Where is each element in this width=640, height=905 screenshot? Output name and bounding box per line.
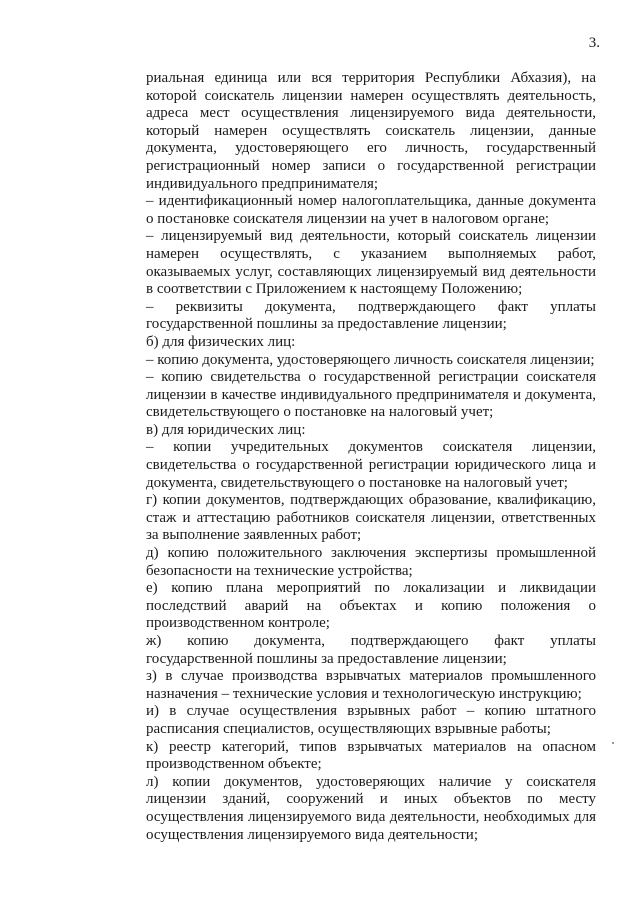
paragraph: л) копии документов, удостоверяющих наличие у соискателя лицензии зданий, сооружений и иных объектов по месту осуществления лицензируемого вида деятельности, необходимых для осуществления лицензируемого вида деятельности; xyxy=(146,773,596,843)
paragraph: д) копию положительного заключения экспертизы промышленной безопасности на технические устройства; xyxy=(146,545,596,579)
paragraph: – копии учредительных документов соискателя лицензии, свидетельства о государственной регистрации юридического лица и документа, свидетельствующего о постановке на налоговый учет; xyxy=(146,439,596,491)
paragraph: – копию документа, удостоверяющего личность соискателя лицензии; xyxy=(146,351,595,368)
paragraph: г) копии документов, подтверждающих образование, квалификацию, стаж и аттестацию работников соискателя лицензии, ответственных за выполнение заявленных работ; xyxy=(146,492,596,544)
paragraph: б) для физических лиц: xyxy=(146,333,296,350)
paragraph: з) в случае производства взрывчатых материалов промышленного назначения – технические условия и технологическую инструкцию; xyxy=(146,668,596,702)
paragraph: и) в случае осуществления взрывных работ – копию штатного расписания специалистов, осуществляющих взрывные работы; xyxy=(146,703,596,737)
paragraph: – реквизиты документа, подтверждающего факт уплаты государственной пошлины за предоставление лицензии; xyxy=(146,298,596,333)
document-body xyxy=(146,70,596,844)
paragraph: – идентификационный номер налогоплательщика, данные документа о постановке соискателя лицензии на учет в налоговом органе; xyxy=(146,193,596,227)
paragraph: ж) копию документа, подтверждающего факт уплаты государственной пошлины за предоставление лицензии; xyxy=(146,633,596,667)
paragraph: – копию свидетельства о государственной регистрации соискателя лицензии в качестве индивидуального предпринимателя и документа, свидетельствующего о постановке на налоговый учет; xyxy=(146,369,596,421)
paragraph: в) для юридических лиц: xyxy=(146,421,306,438)
scan-speck xyxy=(612,742,614,744)
paragraph: е) копию плана мероприятий по локализации и ликвидации последствий аварий на объектах и копию положения о производственном контроле; xyxy=(146,580,596,632)
paragraph: – лицензируемый вид деятельности, который соискатель лицензии намерен осуществлять, с указанием выполняемых работ, оказываемых услуг, составляющих лицензируемый вид деятельности в соответствии с Приложением к настоящему Положению; xyxy=(146,228,596,298)
paragraph: к) реестр категорий, типов взрывчатых материалов на опасном производственном объекте; xyxy=(146,738,596,773)
page-number: 3. xyxy=(588,35,600,51)
paragraph: риальная единица или вся территория Республики Абхазия), на которой соискатель лицензии намерен осуществлять деятельность, адреса мест осуществления лицензируемого вида деятельности, который намерен осуществлять соискатель лицензии, данные документа, удостоверяющего его личность, государственный регистрационный номер записи о государственной регистрации индивидуального предпринимателя; xyxy=(146,70,596,192)
